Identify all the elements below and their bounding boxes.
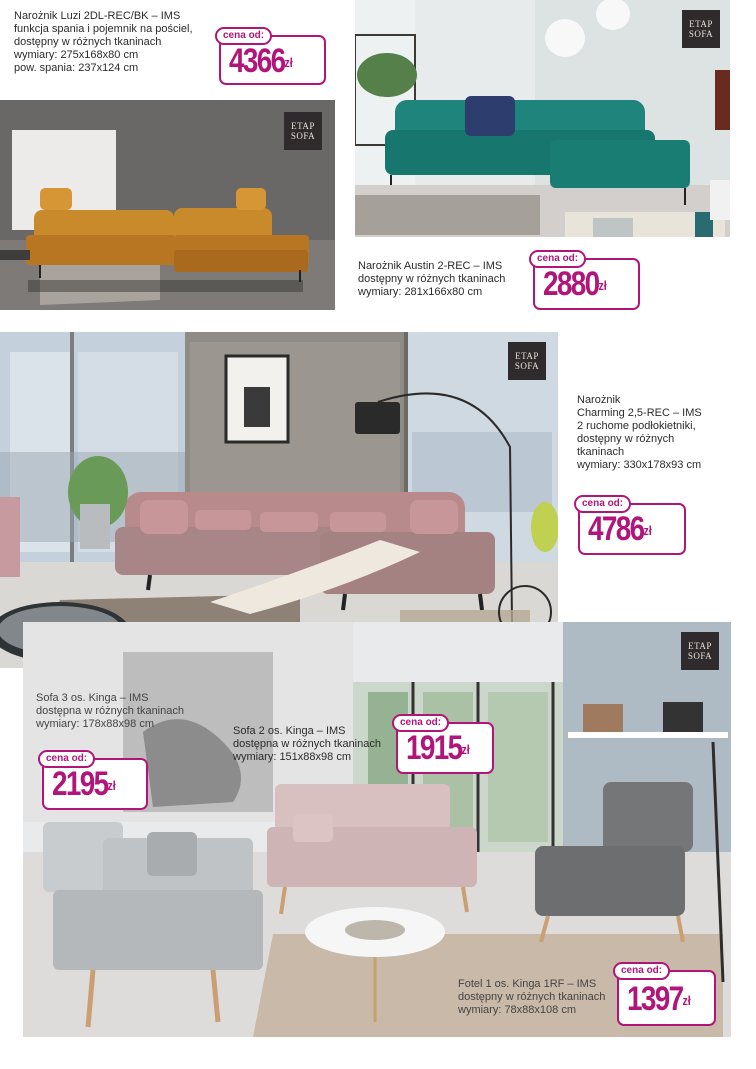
logo-word-sofa: SOFA bbox=[688, 29, 714, 39]
etap-sofa-logo-1 bbox=[284, 112, 322, 150]
product-name: Narożnik bbox=[577, 394, 621, 406]
logo-word-sofa: SOFA bbox=[514, 361, 540, 371]
price-label: cena od: bbox=[613, 962, 670, 980]
price-value: $1915^{zł}$ bbox=[406, 729, 470, 767]
product-line: wymiary: 330x178x93 cm bbox=[577, 459, 702, 471]
currency: zł bbox=[598, 278, 607, 293]
product-kinga-fotel-desc bbox=[458, 978, 618, 1017]
product-kinga-2-desc bbox=[233, 725, 403, 764]
photo-austin-sofa bbox=[355, 0, 730, 237]
product-line: Charming 2,5-REC – IMS bbox=[577, 407, 702, 419]
etap-sofa-logo-2 bbox=[682, 10, 720, 48]
product-line: wymiary: 151x88x98 cm bbox=[233, 751, 351, 763]
product-line: tkaninach bbox=[577, 446, 625, 458]
logo-word-etap: ETAP bbox=[688, 641, 712, 651]
currency: zł bbox=[461, 742, 470, 757]
product-line: pow. spania: 237x124 cm bbox=[14, 62, 139, 74]
product-name: Narożnik Austin 2-REC – IMS bbox=[358, 260, 503, 272]
product-line: dostępna w różnych tkaninach bbox=[233, 738, 381, 750]
product-line: wymiary: 275x168x80 cm bbox=[14, 49, 139, 61]
product-line: dostępna w różnych tkaninach bbox=[36, 705, 184, 717]
price-label: cena od: bbox=[574, 495, 631, 513]
photo-charming-sofa bbox=[0, 332, 558, 668]
product-line: funkcja spania i pojemnik na pościel, bbox=[14, 23, 193, 35]
price-label: cena od: bbox=[215, 27, 272, 45]
product-name: Fotel 1 os. Kinga 1RF – IMS bbox=[458, 978, 597, 990]
currency: zł bbox=[284, 55, 293, 70]
product-line: wymiary: 178x88x98 cm bbox=[36, 718, 154, 730]
product-line: 2 ruchome podłokietniki, bbox=[577, 420, 696, 432]
logo-word-etap: ETAP bbox=[689, 19, 713, 29]
currency: zł bbox=[107, 778, 116, 793]
price-value: $4786^{zł}$ bbox=[588, 510, 652, 548]
price-label: cena od: bbox=[529, 250, 586, 268]
product-name: Sofa 3 os. Kinga – IMS bbox=[36, 692, 149, 704]
currency: zł bbox=[682, 993, 691, 1008]
product-line: dostępny w różnych tkaninach bbox=[14, 36, 162, 48]
price-tag-charming bbox=[578, 498, 686, 555]
price-value: $4366^{zł}$ bbox=[229, 42, 293, 80]
price-value: $1397^{zł}$ bbox=[627, 980, 691, 1018]
product-kinga-3-desc bbox=[36, 692, 216, 731]
product-line: dostępny w różnych tkaninach bbox=[358, 273, 506, 285]
currency: zł bbox=[643, 523, 652, 538]
price-tag-luzi bbox=[219, 30, 326, 85]
price-value: $2880^{zł}$ bbox=[543, 265, 607, 303]
product-charming-desc bbox=[577, 394, 742, 472]
product-line: wymiary: 281x166x80 cm bbox=[358, 286, 483, 298]
price-value: $2195^{zł}$ bbox=[52, 765, 116, 803]
price-tag-kinga-fotel bbox=[617, 965, 716, 1026]
logo-word-sofa: SOFA bbox=[687, 651, 713, 661]
product-line: dostępny w różnych bbox=[577, 433, 675, 445]
logo-word-sofa: SOFA bbox=[290, 131, 316, 141]
etap-sofa-logo-4 bbox=[681, 632, 719, 670]
price-label: cena od: bbox=[392, 714, 449, 732]
price-tag-austin bbox=[533, 253, 640, 310]
product-austin-desc bbox=[358, 260, 528, 299]
price-tag-kinga-3 bbox=[42, 753, 148, 810]
price-tag-kinga-2 bbox=[396, 717, 494, 774]
product-line: dostępny w różnych tkaninach bbox=[458, 991, 606, 1003]
product-name: Sofa 2 os. Kinga – IMS bbox=[233, 725, 346, 737]
etap-sofa-logo-3 bbox=[508, 342, 546, 380]
logo-word-etap: ETAP bbox=[291, 121, 315, 131]
product-name: Narożnik Luzi 2DL-REC/BK – IMS bbox=[14, 10, 181, 22]
price-label: cena od: bbox=[38, 750, 95, 768]
product-luzi-desc bbox=[14, 10, 219, 75]
logo-word-etap: ETAP bbox=[515, 351, 539, 361]
product-line: wymiary: 78x88x108 cm bbox=[458, 1004, 576, 1016]
